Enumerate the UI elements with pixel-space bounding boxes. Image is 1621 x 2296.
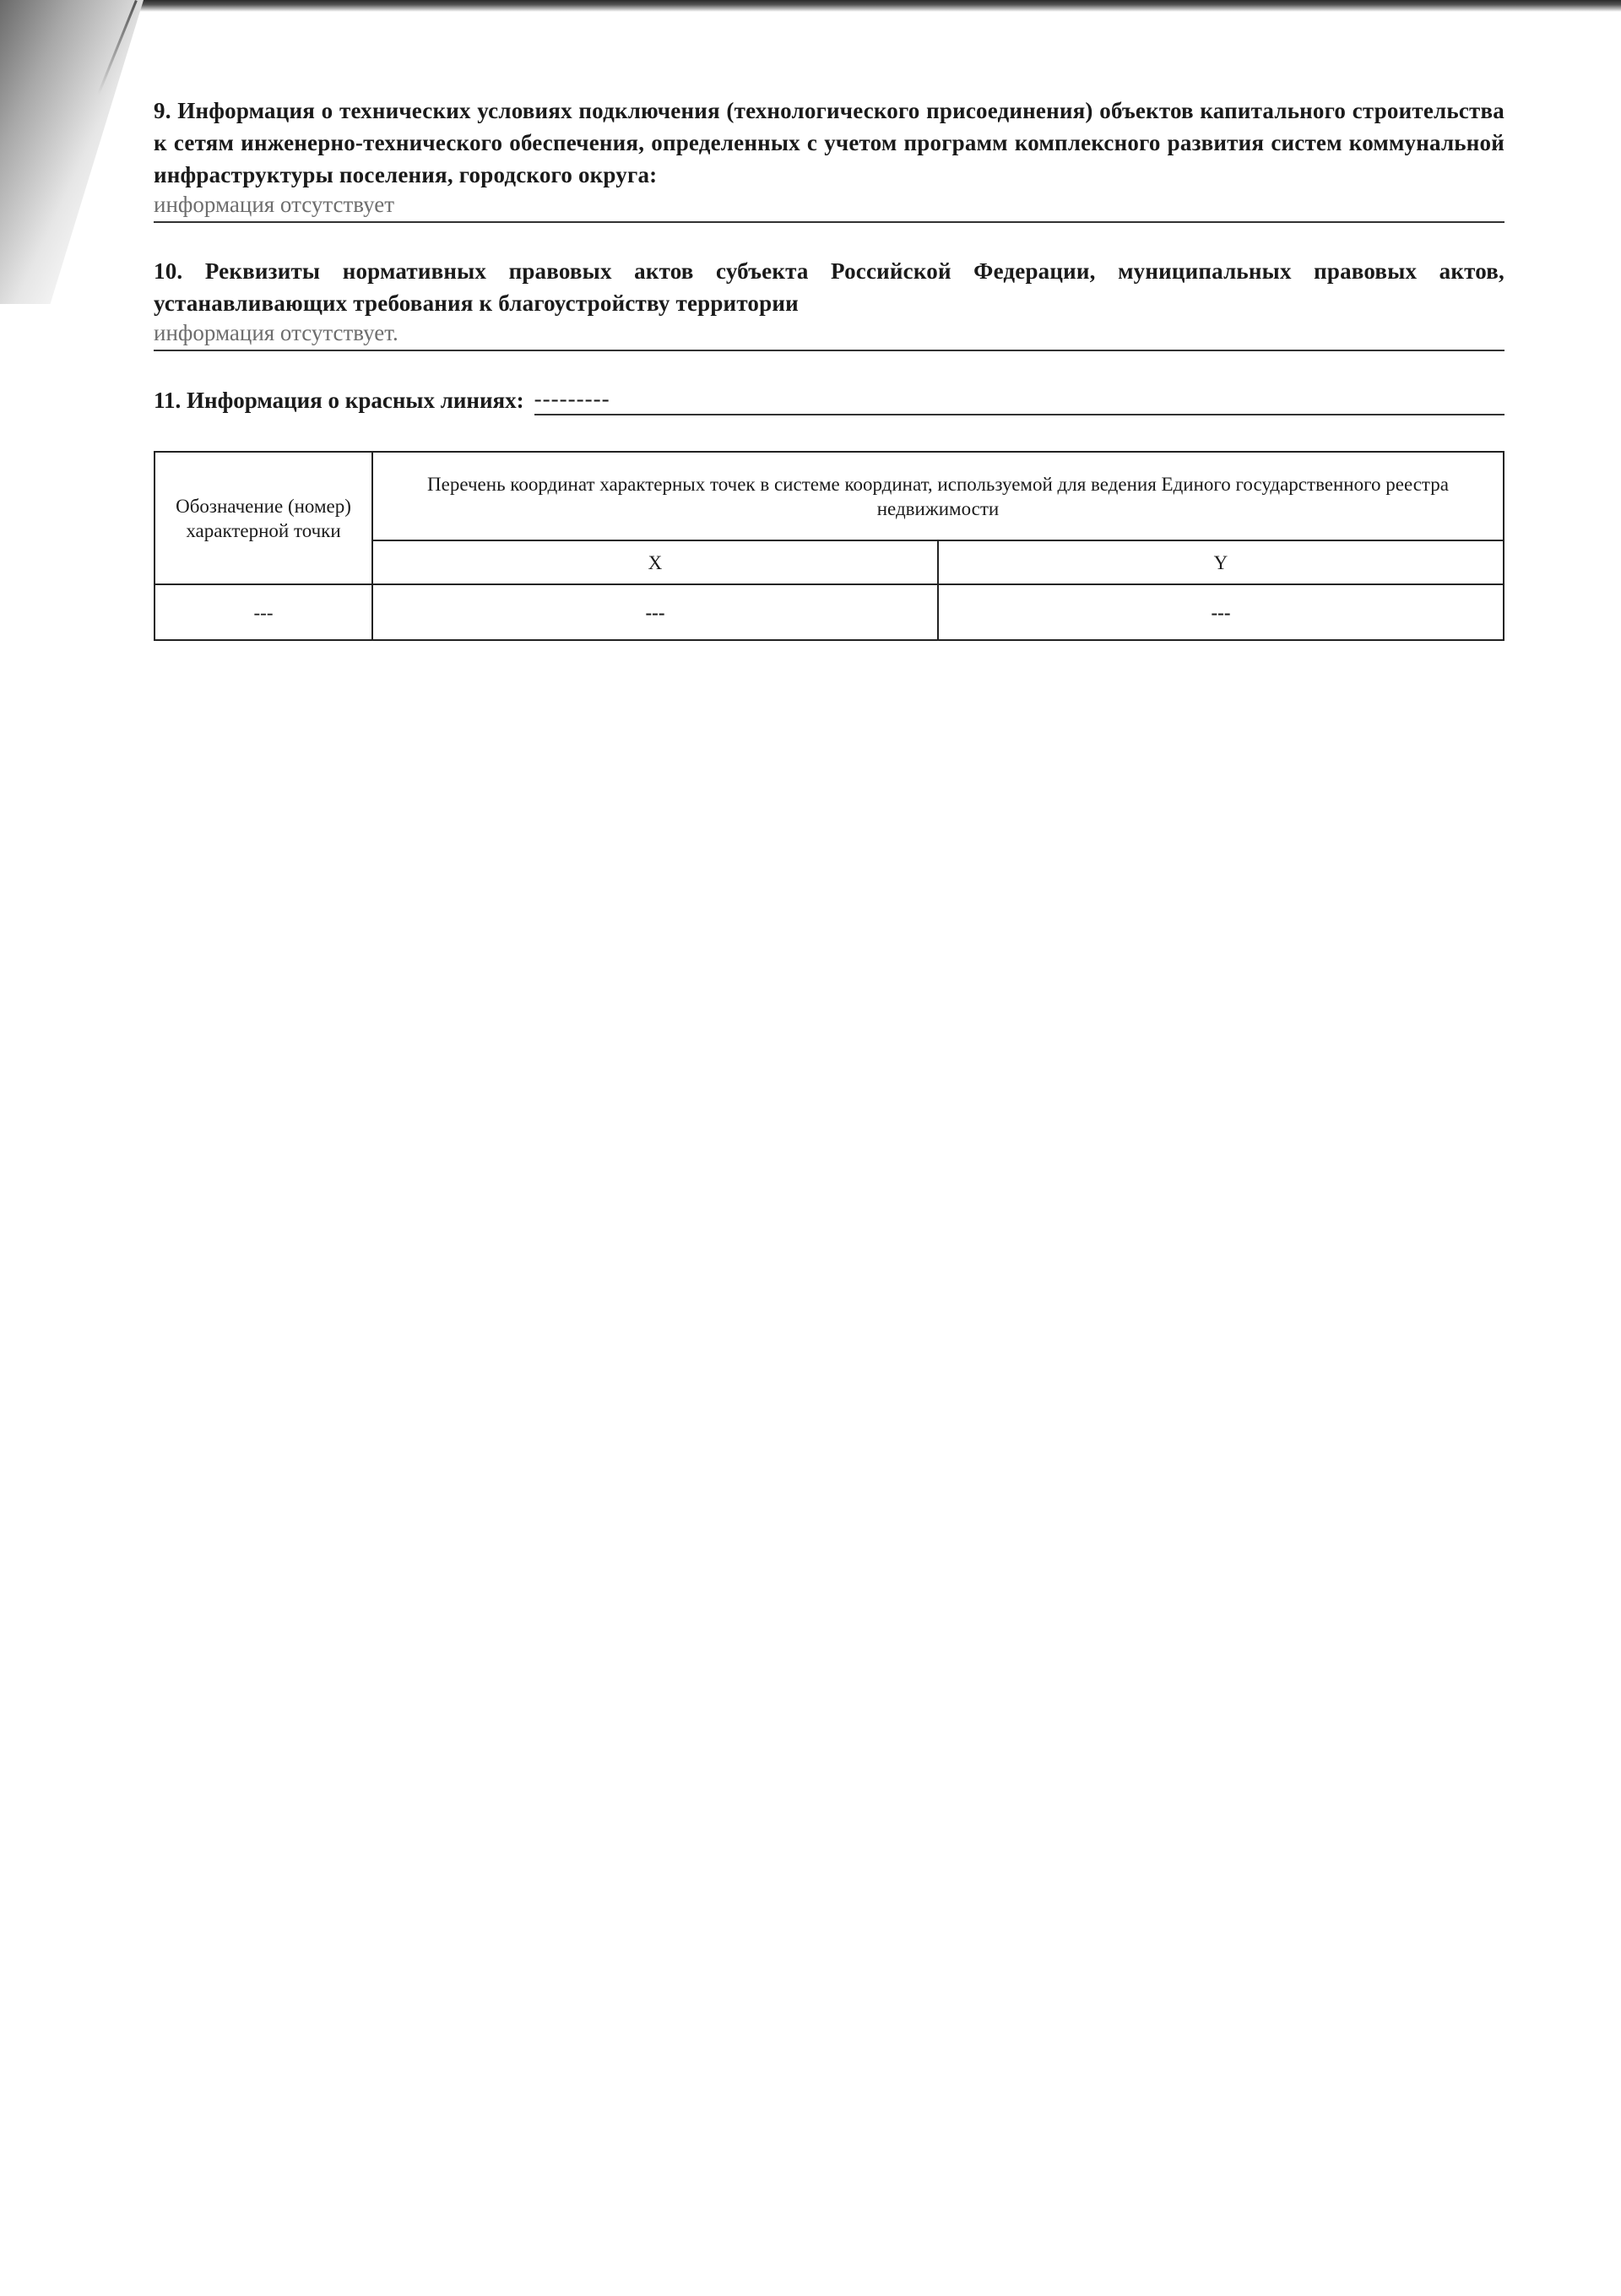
section-9-heading: 9. Информация о технических условиях подключения (технологического присоединения) объектов капитального строительства к сетям инженерно-технического обеспечения, определенных с учетом программ комплексного развития систем коммунальной инфраструктуры поселения, городского округа: xyxy=(154,98,1504,187)
section-11 xyxy=(154,383,1504,415)
cell-y: --- xyxy=(938,584,1504,640)
section-11-value: --------- xyxy=(534,383,1504,415)
scan-shadow-left xyxy=(0,0,144,304)
table-header-row xyxy=(155,452,1504,540)
table-row xyxy=(155,584,1504,640)
header-x: X xyxy=(372,540,938,584)
section-10-value: информация отсутствует. xyxy=(154,319,1504,351)
section-10 xyxy=(154,255,1504,351)
header-coords: Перечень координат характерных точек в системе координат, используемой для ведения Единого государственного реестра недвижимости xyxy=(372,452,1504,540)
document-page xyxy=(154,95,1504,641)
cell-x: --- xyxy=(372,584,938,640)
section-9-value: информация отсутствует xyxy=(154,191,1504,223)
cell-point: --- xyxy=(155,584,372,640)
section-10-heading: 10. Реквизиты нормативных правовых актов субъекта Российской Федерации, муниципальных правовых актов, устанавливающих требования к благоустройству территории xyxy=(154,258,1504,316)
red-lines-coordinates-table xyxy=(154,451,1504,641)
section-9 xyxy=(154,95,1504,223)
section-11-label: 11. Информация о красных линиях: xyxy=(154,388,524,413)
section-11-row xyxy=(154,383,1504,415)
header-y: Y xyxy=(938,540,1504,584)
scan-edge-top xyxy=(0,0,1621,12)
header-point: Обозначение (номер) характерной точки xyxy=(155,452,372,584)
